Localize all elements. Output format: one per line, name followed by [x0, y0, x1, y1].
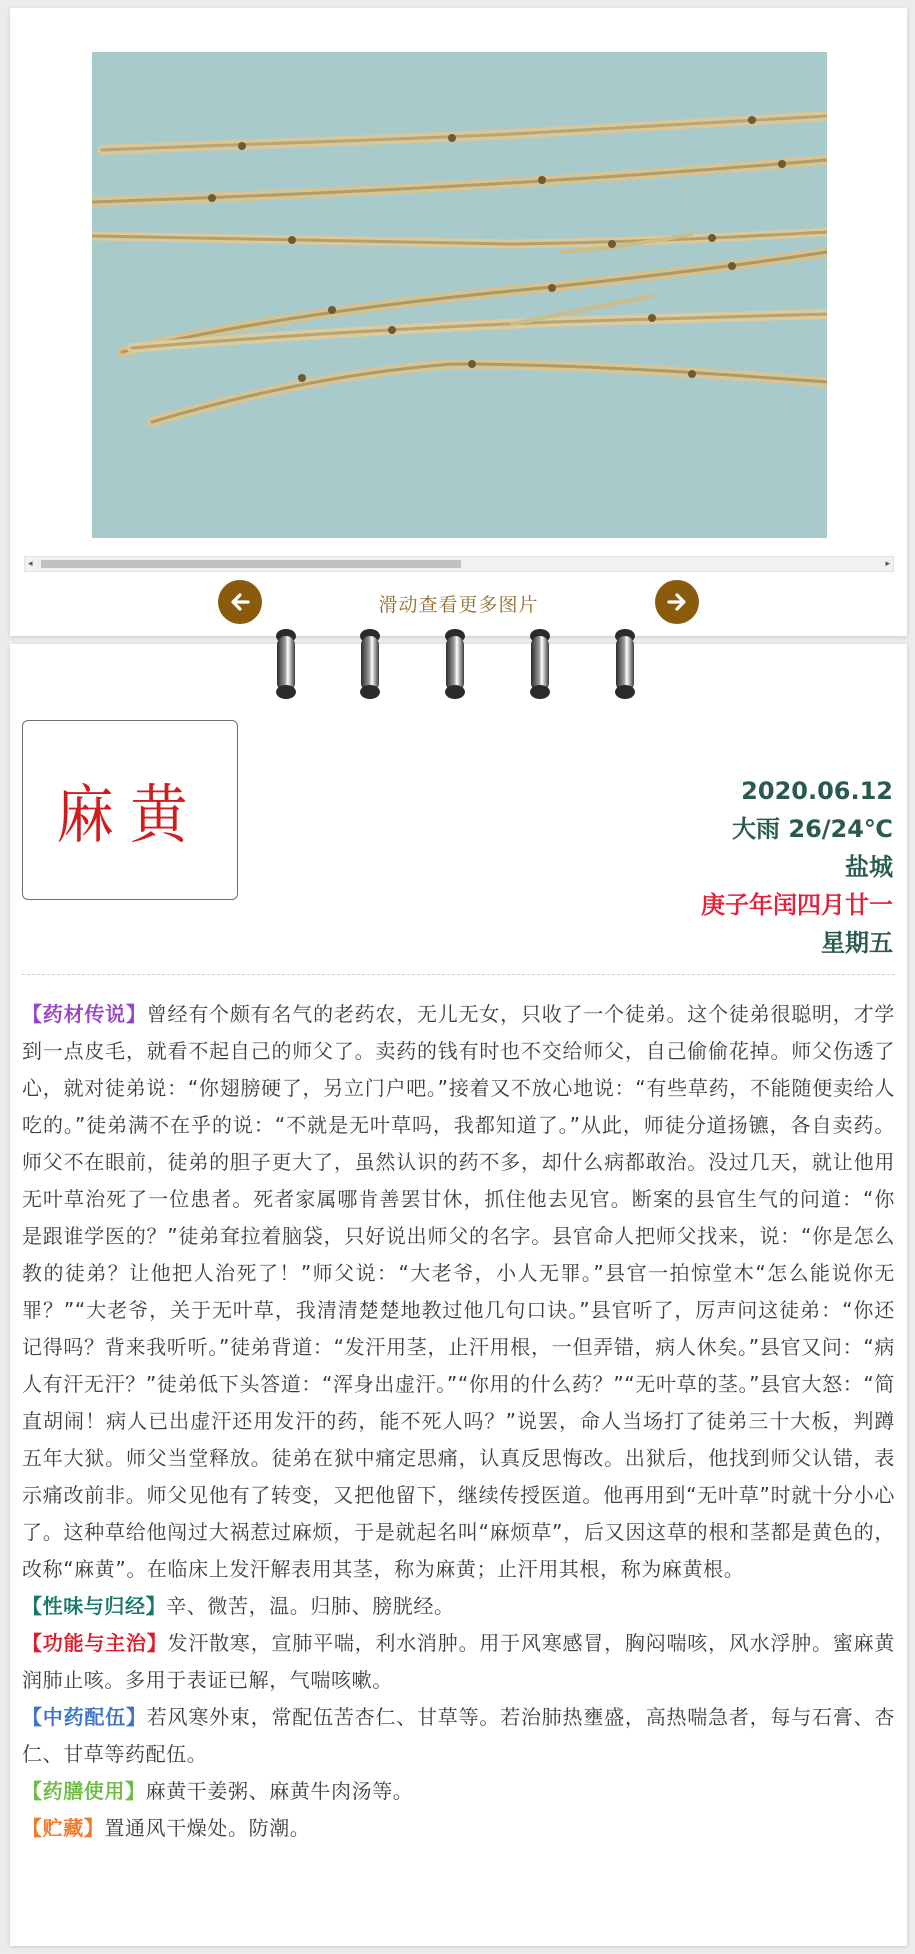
ephedra-stems-image: [92, 52, 827, 538]
legend-text: 曾经有个颇有名气的老药农，无儿无女，只收了一个徒弟。这个徒弟很聪明，才学到一点皮毛，就看不起自己的师父了。卖药的钱有时也不交给师父，自己偷偷花掉。师父伤透了心，就对徒弟说：“你翅膀硬了，另立门户吧。”接着又不放心地说：“有些草药，不能随便卖给人吃的。”徒弟满不在乎的说：“不就是无叶草吗，我都知道了。”从此，师徒分道扬镳，各自卖药。师父不在眼前，徒弟的胆子更大了，虽然认识的药不多，却什么病都敢治。没过几天，就让他用无叶草治死了一位患者。死者家属哪肯善罢甘休，抓住他去见官。断案的县官生气的问道：“你是跟谁学医的？”徒弟耷拉着脑袋，只好说出师父的名字。县官命人把师父找来，说：“你是怎么教的徒弟？让他把人治死了！”师父说：“大老爷，小人无罪。”县官一拍惊堂木“怎么能说你无罪？”“大老爷，关于无叶草，我清清楚楚地教过他几句口诀。”县官听了，厉声问这徒弟：“你还记得吗？背来我听听。”徒弟背道：“发汗用茎，止汗用根，一但弄错，病人休矣。”县官又问：“病人有汗无汗？”徒弟低下头答道：“浑身出虚汗。”“你用的什么药？”“无叶草的茎。”县官大怒：“简直胡闹！病人已出虚汗还用发汗的药，能不死人吗？”说罢，命人当场打了徒弟三十大板，判蹲五年大狱。师父当堂释放。徒弟在狱中痛定思痛，认真反思悔改。出狱后，他找到师父认错，表示痛改前非。师父见他有了转变，又把他留下，继续传授医道。他再用到“无叶草”时就十分小心了。这种草给他闯过大祸惹过麻烦，于是就起名叫“麻烦草”，后又因这草的根和茎都是黄色的，改称“麻黄”。在临床上发汗解表用其茎，称为麻黄；止汗用其根，称为麻黄根。: [22, 1002, 895, 1581]
herb-photo[interactable]: [92, 52, 827, 538]
date-info: [701, 772, 893, 962]
diet-heading: 【药膳使用】: [22, 1779, 146, 1803]
scroll-left-icon[interactable]: ◂: [28, 559, 33, 569]
arrow-left-icon: [228, 590, 252, 614]
divider: [22, 974, 895, 975]
taste-text: 辛、微苦，温。归肺、膀胱经。: [166, 1594, 455, 1618]
scroll-right-icon[interactable]: ▸: [885, 559, 890, 569]
lunar-date-text: 庚子年闰四月廿一: [701, 891, 893, 919]
storage-paragraph: [22, 1810, 895, 1847]
weather-text: 大雨 26/24℃: [732, 815, 893, 843]
previous-image-button[interactable]: [218, 580, 262, 624]
city-text: 盐城: [845, 853, 893, 881]
diet-text: 麻黄干姜粥、麻黄牛肉汤等。: [145, 1779, 414, 1803]
arrow-right-icon: [665, 590, 689, 614]
herb-title-box: [22, 720, 238, 900]
binder-ring-icon: [610, 626, 640, 702]
legend-heading: 【药材传说】: [22, 1002, 147, 1026]
combination-heading: 【中药配伍】: [22, 1705, 147, 1729]
taste-heading: 【性味与归经】: [22, 1594, 167, 1618]
content-card: [10, 644, 907, 1946]
taste-paragraph: [22, 1588, 895, 1625]
combination-text: 若风寒外束，常配伍苦杏仁、甘草等。若治肺热壅盛，高热喘急者，每与石膏、杏仁、甘草等药配伍。: [22, 1705, 895, 1766]
function-text: 发汗散寒，宣肺平喘，利水消肿。用于风寒感冒，胸闷喘咳，风水浮肿。蜜麻黄润肺止咳。多用于表证已解，气喘咳嗽。: [22, 1631, 895, 1692]
binder-ring-icon: [440, 626, 470, 702]
gallery-nav: [10, 580, 907, 626]
date-text: 2020.06.12: [741, 777, 893, 805]
weekday-text: 星期五: [821, 929, 893, 957]
horizontal-scrollbar[interactable]: [24, 556, 894, 572]
gallery-card: [10, 8, 907, 636]
scroll-thumb[interactable]: [41, 560, 461, 568]
combination-paragraph: [22, 1699, 895, 1773]
storage-heading: 【贮藏】: [22, 1816, 105, 1840]
function-heading: 【功能与主治】: [22, 1631, 168, 1655]
herb-title: 麻黄: [56, 779, 204, 853]
binder-ring-icon: [355, 626, 385, 702]
diet-paragraph: [22, 1773, 895, 1810]
article-body: [22, 996, 895, 1847]
next-image-button[interactable]: [655, 580, 699, 624]
binder-ring-icon: [525, 626, 555, 702]
legend-paragraph: [22, 996, 895, 1588]
function-paragraph: [22, 1625, 895, 1699]
binder-ring-icon: [271, 626, 301, 702]
binder-rings: [0, 626, 915, 706]
storage-text: 置通风干燥处。防潮。: [104, 1816, 311, 1840]
swipe-hint-text: 滑动查看更多图片: [378, 594, 539, 616]
